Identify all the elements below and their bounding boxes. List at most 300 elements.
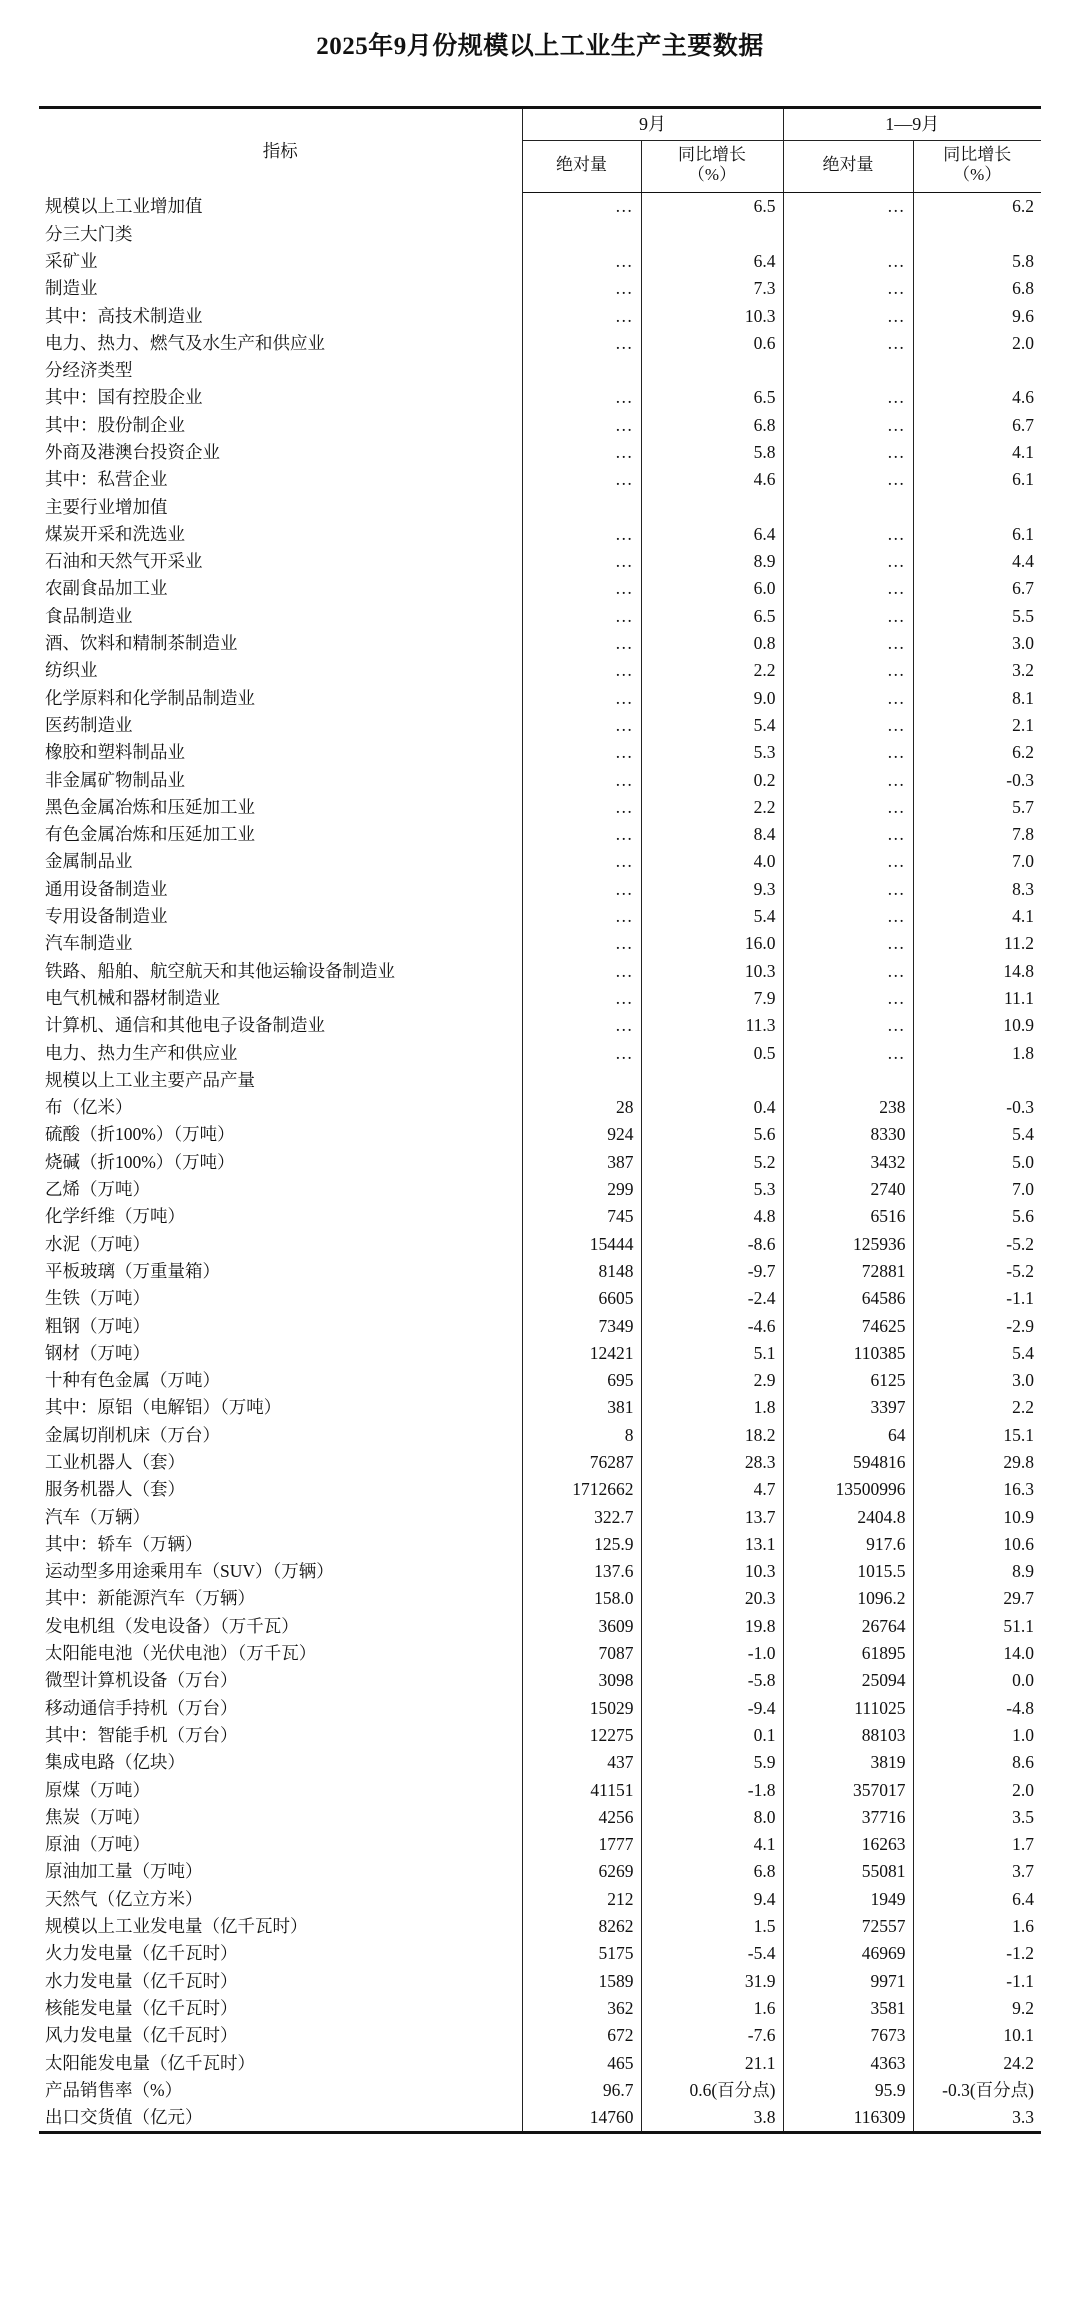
cell-cumulative-absolute: … <box>783 248 913 275</box>
cell-month-growth <box>641 1067 783 1094</box>
cell-cumulative-growth: 8.3 <box>1012 878 1034 899</box>
row-indicator-label: 硫酸（折100%）（万吨） <box>39 1121 522 1148</box>
cell-cumulative-growth: 5.7 <box>1012 796 1034 817</box>
cell-month-absolute: … <box>522 903 641 930</box>
cell-month-absolute: … <box>522 1012 641 1039</box>
cell-cumulative-growth: 3.5 <box>1012 1806 1034 1827</box>
cell-month-absolute: … <box>522 821 641 848</box>
industrial-production-table <box>39 106 1041 2134</box>
table-row <box>39 1667 1041 1694</box>
row-indicator-label: 出口交货值（亿元） <box>39 2104 522 2133</box>
table-row <box>39 821 1041 848</box>
cell-month-absolute: 322.7 <box>522 1504 641 1531</box>
table-row <box>39 794 1041 821</box>
row-indicator-label: 化学纤维（万吨） <box>39 1203 522 1230</box>
cell-month-absolute: 8262 <box>522 1913 641 1940</box>
row-indicator-label: 规模以上工业增加值 <box>39 193 522 221</box>
cell-month-absolute: … <box>522 848 641 875</box>
cell-month-absolute: 8 <box>522 1422 641 1449</box>
table-row <box>39 548 1041 575</box>
cell-cumulative-growth: 10.1 <box>1003 2025 1034 2046</box>
cell-cumulative-growth: 29.8 <box>1003 1451 1034 1472</box>
cell-month-growth: 9.0 <box>641 685 783 712</box>
row-indicator-label: 太阳能电池（光伏电池）（万千瓦） <box>39 1640 522 1667</box>
column-header-month-growth <box>641 141 783 193</box>
cell-cumulative-absolute <box>783 494 913 521</box>
cell-cumulative-absolute: … <box>783 903 913 930</box>
cell-cumulative-absolute: … <box>783 466 913 493</box>
table-row <box>39 1203 1041 1230</box>
table-row <box>39 657 1041 684</box>
table-row <box>39 521 1041 548</box>
table-row <box>39 575 1041 602</box>
table-row <box>39 1504 1041 1531</box>
row-section-label: 规模以上工业主要产品产量 <box>39 1067 522 1094</box>
cell-month-growth: 28.3 <box>641 1449 783 1476</box>
cell-cumulative-absolute: … <box>783 821 913 848</box>
cell-month-growth: 6.4 <box>641 521 783 548</box>
cell-cumulative-growth: 1.8 <box>1012 1042 1034 1063</box>
cell-cumulative-absolute: … <box>783 193 913 221</box>
cell-month-absolute: 3098 <box>522 1667 641 1694</box>
cell-month-absolute: 362 <box>522 1995 641 2022</box>
cell-cumulative-growth: 5.6 <box>1012 1206 1034 1227</box>
table-row <box>39 1640 1041 1667</box>
row-indicator-label: 水泥（万吨） <box>39 1231 522 1258</box>
cell-cumulative-absolute: 37716 <box>783 1804 913 1831</box>
cell-month-absolute: 381 <box>522 1394 641 1421</box>
table-row <box>39 1422 1041 1449</box>
cell-cumulative-absolute: … <box>783 384 913 411</box>
row-indicator-label: 发电机组（发电设备）（万千瓦） <box>39 1613 522 1640</box>
row-indicator-label: 石油和天然气开采业 <box>39 548 522 575</box>
cell-month-growth: 0.4 <box>641 1094 783 1121</box>
table-row <box>39 248 1041 275</box>
cell-cumulative-growth: 6.2 <box>1012 196 1034 217</box>
row-indicator-label: 电气机械和器材制造业 <box>39 985 522 1012</box>
cell-month-absolute: 465 <box>522 2050 641 2077</box>
cell-month-absolute: 3609 <box>522 1613 641 1640</box>
table-row <box>39 876 1041 903</box>
row-indicator-label: 服务机器人（套） <box>39 1476 522 1503</box>
cell-cumulative-absolute: 111025 <box>783 1695 913 1722</box>
row-indicator-label: 粗钢（万吨） <box>39 1313 522 1340</box>
cell-month-growth: 7.9 <box>641 985 783 1012</box>
row-indicator-label: 原油加工量（万吨） <box>39 1858 522 1885</box>
table-row <box>39 1831 1041 1858</box>
cell-cumulative-growth: -0.3(百分点) <box>942 2079 1034 2100</box>
cell-month-absolute: … <box>522 384 641 411</box>
cell-month-growth: 6.5 <box>641 603 783 630</box>
cell-month-growth: 6.4 <box>641 248 783 275</box>
cell-cumulative-absolute: 95.9 <box>783 2077 913 2104</box>
cell-month-absolute <box>522 1067 641 1094</box>
cell-month-growth: 5.9 <box>641 1749 783 1776</box>
table-row <box>39 1094 1041 1121</box>
cell-month-growth: -9.4 <box>641 1695 783 1722</box>
cell-cumulative-absolute: 88103 <box>783 1722 913 1749</box>
cell-cumulative-growth: 5.4 <box>1012 1342 1034 1363</box>
cell-month-growth: 19.8 <box>641 1613 783 1640</box>
cell-month-growth: 6.8 <box>641 412 783 439</box>
row-indicator-label: 乙烯（万吨） <box>39 1176 522 1203</box>
table-row <box>39 767 1041 794</box>
row-indicator-label: 规模以上工业发电量（亿千瓦时） <box>39 1913 522 1940</box>
cell-cumulative-growth: 24.2 <box>1003 2052 1034 2073</box>
table-row <box>39 384 1041 411</box>
cell-cumulative-growth: 4.1 <box>1012 442 1034 462</box>
cell-month-growth: 0.2 <box>641 767 783 794</box>
cumulative-growth-line1: 同比增长 <box>943 145 1012 165</box>
row-indicator-label: 其中：私营企业 <box>39 466 522 493</box>
row-indicator-label: 纺织业 <box>39 657 522 684</box>
table-row <box>39 2022 1041 2049</box>
cell-month-growth: 9.4 <box>641 1886 783 1913</box>
row-indicator-label: 其中：新能源汽车（万辆） <box>39 1585 522 1612</box>
row-indicator-label: 产品销售率（%） <box>39 2077 522 2104</box>
row-indicator-label: 火力发电量（亿千瓦时） <box>39 1940 522 1967</box>
cell-cumulative-absolute <box>783 1067 913 1094</box>
cell-month-growth: 31.9 <box>641 1968 783 1995</box>
cell-month-absolute: 6269 <box>522 1858 641 1885</box>
row-indicator-label: 有色金属冶炼和压延加工业 <box>39 821 522 848</box>
cell-cumulative-growth: 3.2 <box>1012 660 1034 681</box>
cell-cumulative-absolute: 125936 <box>783 1231 913 1258</box>
table-row <box>39 1695 1041 1722</box>
row-indicator-label: 钢材（万吨） <box>39 1340 522 1367</box>
table-row <box>39 958 1041 985</box>
cell-cumulative-growth: 10.6 <box>1003 1533 1034 1554</box>
cell-month-absolute: 745 <box>522 1203 641 1230</box>
table-row <box>39 1121 1041 1148</box>
cell-month-growth: 10.3 <box>641 1558 783 1585</box>
table-row <box>39 1367 1041 1394</box>
row-indicator-label: 橡胶和塑料制品业 <box>39 739 522 766</box>
cell-month-growth: -4.6 <box>641 1313 783 1340</box>
table-row <box>39 1012 1041 1039</box>
cell-cumulative-growth: 5.4 <box>1012 1124 1034 1145</box>
cell-month-growth: 1.5 <box>641 1913 783 1940</box>
cell-month-growth: 4.8 <box>641 1203 783 1230</box>
row-indicator-label: 其中：高技术制造业 <box>39 303 522 330</box>
cell-cumulative-absolute: … <box>783 876 913 903</box>
cell-month-growth: 5.3 <box>641 739 783 766</box>
cell-cumulative-absolute: 6516 <box>783 1203 913 1230</box>
cell-cumulative-absolute: 3397 <box>783 1394 913 1421</box>
cell-cumulative-absolute: … <box>783 685 913 712</box>
table-header <box>39 108 1041 193</box>
cell-cumulative-absolute: … <box>783 1012 913 1039</box>
cell-cumulative-growth: 1.7 <box>1012 1834 1034 1855</box>
table-row <box>39 1449 1041 1476</box>
cell-cumulative-growth: 16.3 <box>1003 1479 1034 1500</box>
cell-cumulative-absolute: 2404.8 <box>783 1504 913 1531</box>
cell-cumulative-absolute: 26764 <box>783 1613 913 1640</box>
cell-month-absolute: … <box>522 248 641 275</box>
cell-cumulative-absolute: … <box>783 303 913 330</box>
cell-month-growth: 5.4 <box>641 712 783 739</box>
cell-month-absolute: 28 <box>522 1094 641 1121</box>
table-row <box>39 1858 1041 1885</box>
cell-month-absolute: … <box>522 521 641 548</box>
cell-cumulative-growth: 6.2 <box>1012 742 1034 763</box>
cell-cumulative-absolute: 3581 <box>783 1995 913 2022</box>
table-row <box>39 494 1041 521</box>
cell-cumulative-absolute: 357017 <box>783 1777 913 1804</box>
row-indicator-label: 酒、饮料和精制茶制造业 <box>39 630 522 657</box>
cell-cumulative-absolute: … <box>783 930 913 957</box>
cell-cumulative-growth <box>913 357 1041 384</box>
table-row <box>39 712 1041 739</box>
cell-month-absolute: 125.9 <box>522 1531 641 1558</box>
table-row <box>39 1968 1041 1995</box>
cell-month-absolute: … <box>522 439 641 466</box>
cell-cumulative-growth: 2.1 <box>1012 714 1034 735</box>
row-indicator-label: 食品制造业 <box>39 603 522 630</box>
cell-month-absolute: … <box>522 767 641 794</box>
cell-month-absolute: 7087 <box>522 1640 641 1667</box>
cell-cumulative-absolute: 46969 <box>783 1940 913 1967</box>
table-row <box>39 1585 1041 1612</box>
cell-month-growth: 13.1 <box>641 1531 783 1558</box>
cell-cumulative-absolute: … <box>783 575 913 602</box>
cell-cumulative-growth: 5.5 <box>1012 605 1034 626</box>
cell-cumulative-absolute <box>783 221 913 248</box>
cell-cumulative-growth: 6.7 <box>1012 578 1034 599</box>
cell-month-growth: -5.8 <box>641 1667 783 1694</box>
cell-cumulative-absolute: 25094 <box>783 1667 913 1694</box>
cell-month-absolute: … <box>522 630 641 657</box>
cell-month-absolute: 137.6 <box>522 1558 641 1585</box>
table-row <box>39 1722 1041 1749</box>
cell-cumulative-growth: 1.6 <box>1012 1916 1034 1937</box>
row-indicator-label: 原煤（万吨） <box>39 1777 522 1804</box>
cell-cumulative-growth: 2.0 <box>1012 332 1034 353</box>
table-row <box>39 1394 1041 1421</box>
table-row <box>39 193 1041 221</box>
cell-month-absolute: … <box>522 275 641 302</box>
cell-month-growth: 0.5 <box>641 1040 783 1067</box>
cell-cumulative-absolute: 3432 <box>783 1149 913 1176</box>
cell-cumulative-growth: 9.2 <box>1012 1997 1034 2018</box>
table-row <box>39 2104 1041 2133</box>
cell-cumulative-absolute: 238 <box>783 1094 913 1121</box>
cell-cumulative-growth: -1.1 <box>1006 1970 1034 1991</box>
cell-month-growth: 1.8 <box>641 1394 783 1421</box>
row-indicator-label: 制造业 <box>39 275 522 302</box>
table-row <box>39 1231 1041 1258</box>
cell-month-growth: 4.0 <box>641 848 783 875</box>
row-indicator-label: 核能发电量（亿千瓦时） <box>39 1995 522 2022</box>
cell-month-growth: 18.2 <box>641 1422 783 1449</box>
table-row <box>39 357 1041 384</box>
cell-month-growth: 5.3 <box>641 1176 783 1203</box>
cell-cumulative-absolute: 61895 <box>783 1640 913 1667</box>
cell-cumulative-growth: 8.6 <box>1012 1752 1034 1773</box>
cell-cumulative-growth: 7.8 <box>1012 824 1034 845</box>
page-title: 2025年9月份规模以上工业生产主要数据 <box>316 33 764 60</box>
cell-month-absolute: 12275 <box>522 1722 641 1749</box>
cell-month-growth: 4.6 <box>641 466 783 493</box>
cell-month-absolute: … <box>522 657 641 684</box>
cell-month-absolute: … <box>522 412 641 439</box>
table-row <box>39 1176 1041 1203</box>
cell-month-absolute: 695 <box>522 1367 641 1394</box>
cell-cumulative-growth: 6.1 <box>1012 469 1034 490</box>
cell-month-growth: 11.3 <box>641 1012 783 1039</box>
cell-month-growth <box>641 357 783 384</box>
cell-month-absolute: … <box>522 930 641 957</box>
cumulative-growth-line2: （%） <box>953 165 1002 185</box>
cell-cumulative-growth: -1.1 <box>1006 1288 1034 1309</box>
row-indicator-label: 医药制造业 <box>39 712 522 739</box>
cell-cumulative-growth <box>913 1067 1041 1094</box>
table-row <box>39 466 1041 493</box>
row-indicator-label: 其中：智能手机（万台） <box>39 1722 522 1749</box>
row-indicator-label: 集成电路（亿块） <box>39 1749 522 1776</box>
row-indicator-label: 平板玻璃（万重量箱） <box>39 1258 522 1285</box>
cell-month-growth: -9.7 <box>641 1258 783 1285</box>
cell-cumulative-growth: 4.6 <box>1012 387 1034 408</box>
table-row <box>39 603 1041 630</box>
row-indicator-label: 其中：国有控股企业 <box>39 384 522 411</box>
cell-cumulative-absolute: 74625 <box>783 1313 913 1340</box>
cell-cumulative-absolute: 72881 <box>783 1258 913 1285</box>
cell-month-absolute: 14760 <box>522 2104 641 2133</box>
cell-cumulative-absolute: … <box>783 630 913 657</box>
cell-month-absolute: … <box>522 548 641 575</box>
cell-cumulative-growth: 29.7 <box>1003 1588 1034 1609</box>
row-indicator-label: 原油（万吨） <box>39 1831 522 1858</box>
table-row <box>39 275 1041 302</box>
cell-month-absolute <box>522 494 641 521</box>
cell-month-growth: 8.4 <box>641 821 783 848</box>
cell-month-growth: 4.1 <box>641 1831 783 1858</box>
row-section-label: 分三大门类 <box>39 221 522 248</box>
row-indicator-label: 运动型多用途乘用车（SUV）（万辆） <box>39 1558 522 1585</box>
cell-cumulative-growth: 3.7 <box>1012 1861 1034 1882</box>
cell-cumulative-absolute: 13500996 <box>783 1476 913 1503</box>
cell-month-growth: 13.7 <box>641 1504 783 1531</box>
table-row <box>39 1886 1041 1913</box>
table-row <box>39 1804 1041 1831</box>
cell-month-growth: 1.6 <box>641 1995 783 2022</box>
cell-month-absolute: … <box>522 739 641 766</box>
cell-month-absolute: 437 <box>522 1749 641 1776</box>
row-indicator-label: 汽车（万辆） <box>39 1504 522 1531</box>
row-indicator-label: 非金属矿物制品业 <box>39 767 522 794</box>
cell-cumulative-growth: 6.4 <box>1012 1888 1034 1909</box>
cell-cumulative-absolute: 2740 <box>783 1176 913 1203</box>
cell-cumulative-absolute: 1949 <box>783 1886 913 1913</box>
cell-cumulative-absolute: 6125 <box>783 1367 913 1394</box>
row-indicator-label: 金属制品业 <box>39 848 522 875</box>
column-header-month-absolute: 绝对量 <box>522 141 641 193</box>
cell-cumulative-growth: 6.7 <box>1012 414 1034 435</box>
cell-month-absolute: 672 <box>522 2022 641 2049</box>
cell-cumulative-growth: 1.0 <box>1012 1724 1034 1745</box>
cell-cumulative-absolute: 64586 <box>783 1285 913 1312</box>
cell-cumulative-growth: 6.1 <box>1012 523 1034 544</box>
table-row <box>39 903 1041 930</box>
column-header-cumulative-absolute: 绝对量 <box>783 141 913 193</box>
table-row <box>39 685 1041 712</box>
cell-cumulative-absolute: 917.6 <box>783 1531 913 1558</box>
cell-cumulative-growth: 3.0 <box>1012 633 1034 654</box>
cell-month-absolute: … <box>522 712 641 739</box>
cell-cumulative-absolute: 116309 <box>783 2104 913 2133</box>
cell-cumulative-absolute: 1096.2 <box>783 1585 913 1612</box>
cell-cumulative-absolute: 9971 <box>783 1968 913 1995</box>
cell-cumulative-growth: 3.3 <box>913 2104 1041 2133</box>
cell-month-absolute <box>522 221 641 248</box>
cell-cumulative-absolute: … <box>783 848 913 875</box>
table-row <box>39 303 1041 330</box>
row-indicator-label: 化学原料和化学制品制造业 <box>39 685 522 712</box>
cell-cumulative-growth: -5.2 <box>1006 1233 1034 1254</box>
cell-month-absolute: 8148 <box>522 1258 641 1285</box>
cell-cumulative-growth: 10.9 <box>1003 1015 1034 1036</box>
cell-month-growth: 8.0 <box>641 1804 783 1831</box>
cell-cumulative-absolute: 64 <box>783 1422 913 1449</box>
cell-cumulative-absolute: … <box>783 275 913 302</box>
row-indicator-label: 外商及港澳台投资企业 <box>39 439 522 466</box>
cell-cumulative-absolute: … <box>783 1040 913 1067</box>
cell-month-absolute <box>522 357 641 384</box>
cell-cumulative-growth <box>913 221 1041 248</box>
table-row <box>39 2077 1041 2104</box>
cell-month-absolute: 96.7 <box>522 2077 641 2104</box>
column-group-month: 9月 <box>522 108 783 141</box>
cell-month-absolute: … <box>522 193 641 221</box>
cell-month-growth: 0.6 <box>641 330 783 357</box>
cell-cumulative-growth <box>913 494 1041 521</box>
cell-month-growth <box>641 494 783 521</box>
row-indicator-label: 十种有色金属（万吨） <box>39 1367 522 1394</box>
row-indicator-label: 焦炭（万吨） <box>39 1804 522 1831</box>
cell-cumulative-absolute: … <box>783 985 913 1012</box>
cell-cumulative-growth: 2.2 <box>1012 1397 1034 1418</box>
table-row <box>39 2050 1041 2077</box>
cell-cumulative-growth: 15.1 <box>1003 1424 1034 1445</box>
cell-cumulative-growth: -0.3 <box>1006 769 1034 790</box>
cell-month-absolute: … <box>522 330 641 357</box>
cell-month-absolute: 924 <box>522 1121 641 1148</box>
month-growth-line2: （%） <box>687 165 737 185</box>
cell-month-absolute: 1712662 <box>522 1476 641 1503</box>
cell-month-growth: -7.6 <box>641 2022 783 2049</box>
row-section-label: 分经济类型 <box>39 357 522 384</box>
row-indicator-label: 天然气（亿立方米） <box>39 1886 522 1913</box>
cell-month-growth: 16.0 <box>641 930 783 957</box>
table-row <box>39 1531 1041 1558</box>
cell-month-growth: 6.8 <box>641 1858 783 1885</box>
cell-month-growth: 6.5 <box>641 193 783 221</box>
row-indicator-label: 汽车制造业 <box>39 930 522 957</box>
cell-cumulative-growth: -5.2 <box>1006 1260 1034 1281</box>
cell-month-absolute: … <box>522 303 641 330</box>
cell-cumulative-absolute: … <box>783 521 913 548</box>
cell-month-absolute: 1777 <box>522 1831 641 1858</box>
cell-cumulative-absolute: … <box>783 794 913 821</box>
statistics-table-container <box>39 62 1041 2134</box>
row-indicator-label: 工业机器人（套） <box>39 1449 522 1476</box>
cell-cumulative-absolute: 3819 <box>783 1749 913 1776</box>
table-row <box>39 1258 1041 1285</box>
table-row <box>39 630 1041 657</box>
row-indicator-label: 金属切削机床（万台） <box>39 1422 522 1449</box>
cell-month-absolute: 299 <box>522 1176 641 1203</box>
